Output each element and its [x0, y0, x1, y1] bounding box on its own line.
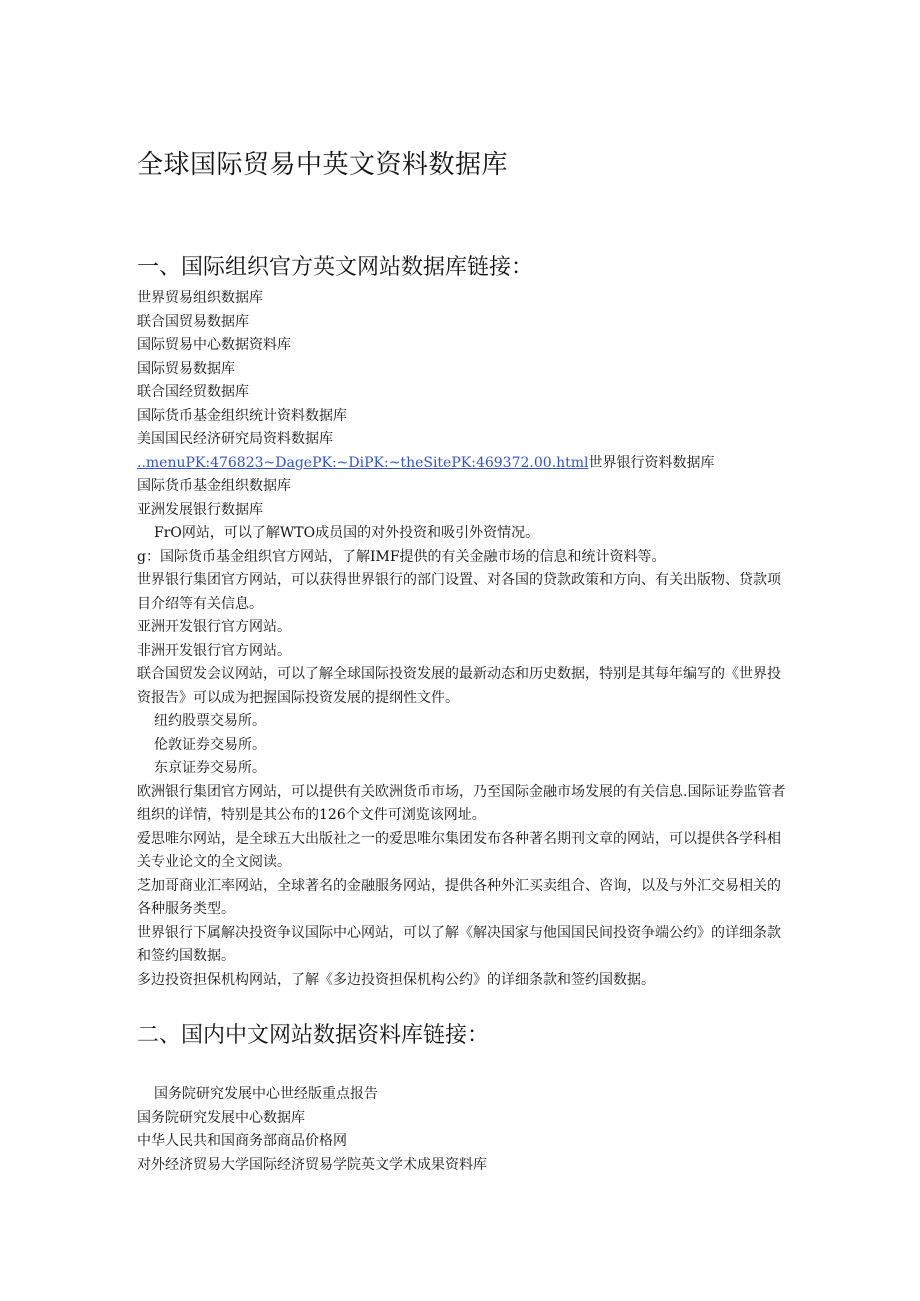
list-item: 联合国经贸数据库 — [137, 384, 249, 400]
list-item: 世界贸易组织数据库 — [137, 290, 263, 306]
document-title: 全球国际贸易中英文资料数据库 — [137, 150, 509, 180]
list-item: 多边投资担保机构网站，了解《多边投资担保机构公约》的详细条款和签约国数据。 — [137, 971, 655, 988]
list-item: 亚洲发展银行数据库 — [137, 501, 263, 518]
list-item: 国务院研究发展中心世经版重点报告 — [154, 1086, 378, 1102]
list-item: 亚洲开发银行官方网站。 — [137, 619, 291, 635]
list-item: 伦敦证券交易所。 — [154, 736, 266, 753]
list-item: 国际货币基金组织数据库 — [137, 478, 291, 494]
list-item: 联合国贸发会议网站，可以了解全球国际投资发展的最新动态和历史数据，特别是其每年编写的《世界投资报告》可以成为把握国际投资发展的提纲性文件。 — [137, 666, 781, 706]
list-item: 国际货币基金组织统计资料数据库 — [137, 407, 347, 424]
list-item: 世界银行下属解决投资争议国际中心网站，可以了解《解决国家与他国国民间投资争端公约》的详细条款和签约国数据。 — [137, 924, 781, 964]
list-item: g：国际货币基金组织官方网站，了解IMF提供的有关金融市场的信息和统计资料等。 — [137, 548, 666, 565]
list-item: FrO网站，可以了解WTO成员国的对外投资和吸引外资情况。 — [154, 525, 540, 541]
list-item: 世界银行集团官方网站，可以获得世界银行的部门设置、对各国的贷款政策和方向、有关出版物、贷款项目介绍等有关信息。 — [137, 572, 781, 612]
list-item: 国际贸易中心数据资料库 — [137, 337, 291, 353]
list-item: 欧洲银行集团官方网站，可以提供有关欧洲货币市场，乃至国际金融市场发展的有关信息.国际证券监管者组织的详情，特别是其公布的126个文件可浏览该网址。 — [137, 783, 786, 823]
list-item-world-bank — [137, 452, 787, 476]
list-item: 芝加哥商业汇率网站，全球著名的金融服务网站，提供各种外汇买卖组合、咨询，以及与外汇交易相关的各种服务类型。 — [137, 877, 781, 917]
list-item: 国际贸易数据库 — [137, 360, 235, 377]
section-heading-international: 一、国际组织官方英文网站数据库链接： — [137, 255, 534, 280]
list-item: 联合国贸易数据库 — [137, 313, 249, 330]
list-item: 对外经济贸易大学国际经济贸易学院英文学术成果资料库 — [137, 1156, 487, 1173]
section-heading-domestic: 二、国内中文网站数据资料库链接： — [137, 1023, 490, 1048]
domestic-database-list — [137, 1083, 787, 1177]
world-bank-url-link[interactable]: ..menuPK:476823~DagePK:~DiPK:~theSitePK:469372.00.html — [137, 454, 589, 471]
international-database-list — [137, 287, 787, 992]
list-item: 中华人民共和国商务部商品价格网 — [137, 1133, 347, 1149]
list-item: 爱思唯尔网站，是全球五大出版社之一的爱思唯尔集团发布各种著名期刊文章的网站，可以提供各学科相关专业论文的全文阅读。 — [137, 830, 781, 870]
list-item: 国务院研究发展中心数据库 — [137, 1109, 305, 1126]
list-item-label: 世界银行资料数据库 — [588, 454, 715, 471]
list-item: 非洲开发银行官方网站。 — [137, 642, 291, 659]
list-item: 东京证券交易所。 — [154, 760, 266, 776]
list-item: 纽约股票交易所。 — [154, 713, 266, 729]
list-item: 美国国民经济研究局资料数据库 — [137, 431, 333, 447]
